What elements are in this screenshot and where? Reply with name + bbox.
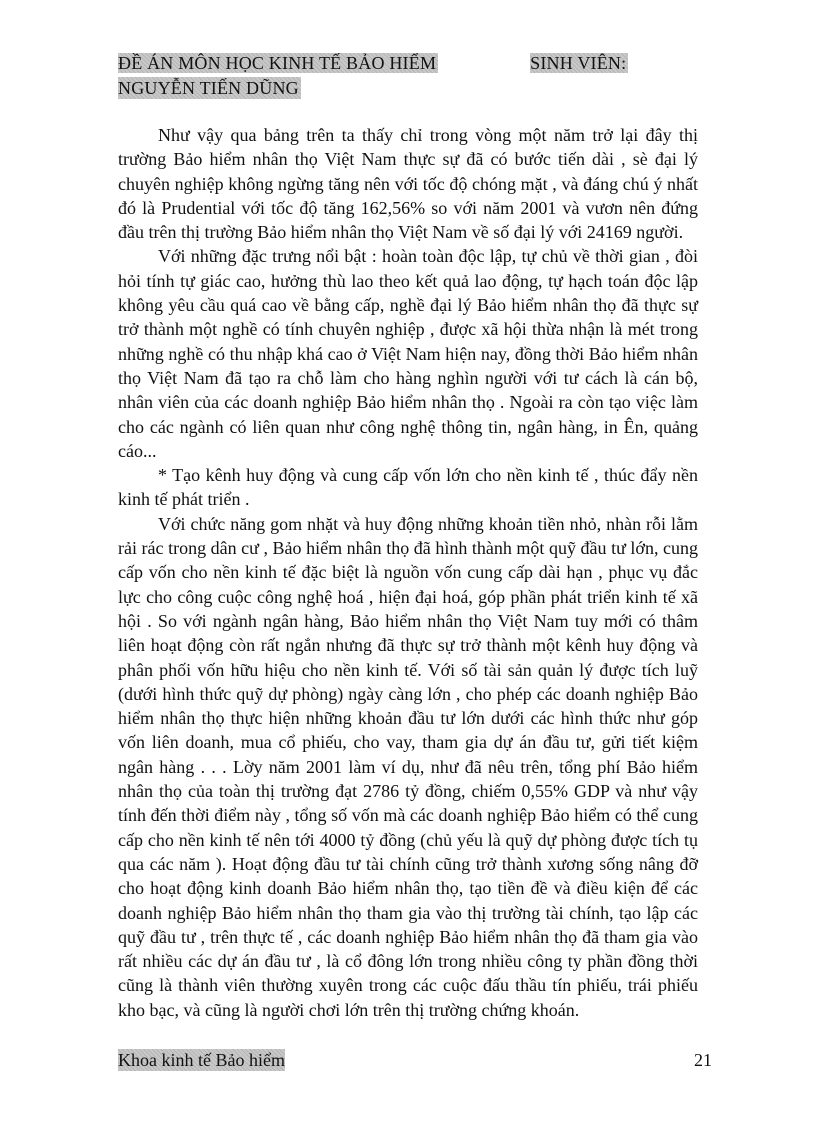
- document-body: [118, 123, 698, 1022]
- header-student-name: NGUYỄN TIẾN DŨNG: [118, 78, 299, 98]
- page-header: [118, 52, 638, 99]
- paragraph-2: Với những đặc trưng nổi bật : hoàn toàn độc lập, tự chủ về thời gian , đòi hỏi tính tự giác cao, hưởng thù lao theo kết quả lao động, tự hạch toán độc lập không yêu cầu quá cao về bằng cấp, nghề đại lý Bảo hiểm nhân thọ đã thực sự trở thành một nghề có tính chuyên nghiệp , được xã hội thừa nhận là mét trong những nghề có thu nhập khá cao ở Việt Nam hiện nay, đồng thời Bảo hiểm nhân thọ Việt Nam đã tạo ra chỗ làm cho hàng nghìn người với tư cách là cán bộ, nhân viên của các doanh nghiệp Bảo hiểm nhân thọ . Ngoài ra còn tạo việc làm cho các ngành có liên quan như công nghệ thông tin, ngân hàng, in Ên, quảng cáo...: [118, 246, 698, 461]
- paragraph-1: Như vậy qua bảng trên ta thấy chỉ trong vòng một năm trở lại đây thị trường Bảo hiểm nhân thọ Việt Nam thực sự đã có bước tiến dài , sè đại lý chuyên nghiệp không ngừng tăng nên với tốc độ chóng mặt , và đáng chú ý nhất đó là Prudential với tốc độ tăng 162,56% so với năm 2001 và vươn nên đứng đầu trên thị trường Bảo hiểm nhân thọ Việt Nam về số đại lý với 24169 người.: [118, 125, 698, 243]
- header-title: ĐỀ ÁN MÔN HỌC KINH TẾ BẢO HIỂM: [118, 53, 437, 73]
- page-number: 21: [694, 1050, 712, 1070]
- header-line-1: [118, 52, 638, 74]
- paragraph-4: Với chức năng gom nhặt và huy động những khoản tiền nhỏ, nhàn rỗi lằm rải rác trong dân cư , Bảo hiểm nhân thọ đã hình thành một quỹ đầu tư lớn, cung cấp vốn cho nền kinh tế đặc biệt là nguồn vốn cung cấp dài hạn , phục vụ đắc lực cho công cuộc công nghệ hoá , hiện đại hoá, góp phần phát triển kinh tế xã hội . So với ngành ngân hàng, Bảo hiểm nhân thọ Việt Nam tuy mới có thâm liên hoạt động còn rất ngắn nhưng đã thực sự trở thành một kênh huy động và phân phối vốn hữu hiệu cho nền kinh tế. Với số tài sản quản lý được tích luỹ (dưới hình thức quỹ dự phòng) ngày càng lớn , cho phép các doanh nghiệp Bảo hiểm nhân thọ thực hiện những khoản đầu tư lớn dưới các hình thức như góp vốn liên doanh, mua cổ phiếu, cho vay, tham gia dự án đầu tư, gửi tiết kiệm ngân hàng . . . Lờy năm 2001 làm ví dụ, như đã nêu trên, tổng phí Bảo hiểm nhân thọ của toàn thị trường đạt 2786 tỷ đồng, chiếm 0,55% GDP và như vậy tính đến thời điểm này , tổng số vốn mà các doanh nghiệp Bảo hiểm có thể cung cấp cho nền kinh tế nên tới 4000 tỷ đồng (chủ yếu là quỹ dự phòng được tích tụ qua các năm ). Hoạt động đầu tư tài chính cũng trở thành xương sống nâng đỡ cho hoạt động kinh doanh Bảo hiểm nhân thọ, tạo tiền đề và điều kiện để các doanh nghiệp Bảo hiểm nhân thọ tham gia vào thị trường tài chính, tạo lập các quỹ đầu tư , trên thực tế , các doanh nghiệp Bảo hiểm nhân thọ đã tham gia vào rất nhiều các dự án đầu tư , là cổ đông lớn trong nhiều công ty phần đồng thời cũng là thành viên thường xuyên trong các cuộc đấu thầu tín phiếu, trái phiếu kho bạc, và cũng là người chơi lớn trên thị trường chứng khoán.: [118, 513, 698, 1020]
- header-student-label: SINH VIÊN:: [530, 53, 627, 73]
- footer-department: Khoa kinh tế Bảo hiểm: [118, 1050, 285, 1070]
- paragraph-3: * Tạo kênh huy động và cung cấp vốn lớn cho nền kinh tế , thúc đẩy nền kinh tế phát triển .: [118, 465, 698, 510]
